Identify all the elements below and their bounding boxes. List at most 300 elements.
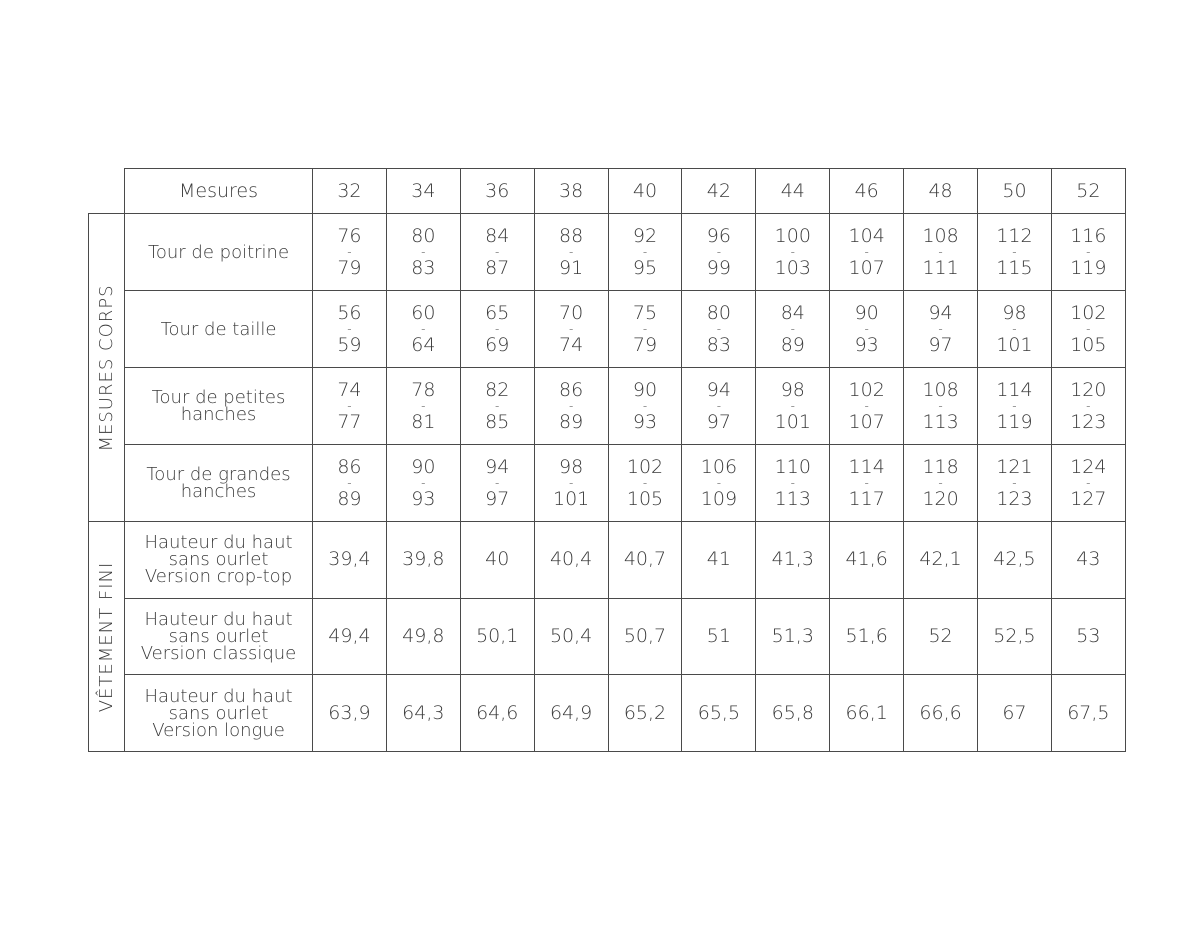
range-separator: - bbox=[1086, 245, 1091, 259]
range-min: 94 bbox=[485, 456, 510, 478]
garment-value-cell: 41,3 bbox=[756, 522, 830, 599]
row-label-line: hanches bbox=[180, 481, 257, 502]
range-value bbox=[535, 379, 608, 433]
range-value bbox=[609, 456, 682, 510]
range-value bbox=[461, 302, 534, 356]
row-label-line: Hauteur du haut bbox=[144, 609, 293, 631]
row-label bbox=[125, 598, 313, 675]
garment-value-cell: 53 bbox=[1051, 598, 1125, 675]
range-min: 90 bbox=[854, 302, 879, 324]
body-measure-row bbox=[89, 368, 1126, 445]
range-value bbox=[313, 456, 386, 510]
range-value bbox=[387, 379, 460, 433]
range-separator: - bbox=[495, 322, 500, 336]
group-label-body-measures bbox=[89, 214, 125, 522]
range-min: 86 bbox=[559, 379, 584, 401]
range-value bbox=[978, 456, 1051, 510]
garment-value-cell: 64,6 bbox=[460, 675, 534, 752]
size-header-cell: 34 bbox=[386, 169, 460, 214]
range-max: 101 bbox=[774, 411, 811, 433]
measure-range-cell bbox=[1051, 368, 1125, 445]
range-value bbox=[904, 456, 977, 510]
empty-corner-cell bbox=[89, 169, 125, 214]
garment-value-cell: 67,5 bbox=[1051, 675, 1125, 752]
measure-range-cell bbox=[756, 291, 830, 368]
measure-range-cell bbox=[756, 368, 830, 445]
range-separator: - bbox=[347, 476, 352, 490]
range-max: 97 bbox=[485, 488, 510, 510]
range-max: 69 bbox=[485, 334, 510, 356]
range-value bbox=[978, 379, 1051, 433]
range-separator: - bbox=[790, 476, 795, 490]
range-separator: - bbox=[790, 399, 795, 413]
range-value bbox=[313, 302, 386, 356]
size-header-cell: 50 bbox=[978, 169, 1052, 214]
range-min: 96 bbox=[706, 225, 731, 247]
garment-measure-row bbox=[89, 598, 1126, 675]
range-min: 56 bbox=[337, 302, 362, 324]
garment-value-cell: 65,5 bbox=[682, 675, 756, 752]
range-separator: - bbox=[421, 245, 426, 259]
range-max: 127 bbox=[1070, 488, 1107, 510]
measure-range-cell bbox=[682, 445, 756, 522]
range-separator: - bbox=[790, 245, 795, 259]
range-max: 117 bbox=[848, 488, 885, 510]
range-value bbox=[609, 302, 682, 356]
range-value bbox=[682, 456, 755, 510]
measure-range-cell bbox=[313, 214, 387, 291]
range-separator: - bbox=[568, 322, 574, 336]
range-min: 120 bbox=[1070, 379, 1107, 401]
range-min: 100 bbox=[774, 225, 811, 247]
measure-range-cell bbox=[1051, 445, 1125, 522]
range-separator: - bbox=[1012, 476, 1017, 490]
range-min: 70 bbox=[559, 302, 584, 324]
measure-range-cell bbox=[756, 214, 830, 291]
range-value bbox=[978, 225, 1051, 279]
measure-range-cell bbox=[1051, 291, 1125, 368]
garment-value-cell: 67 bbox=[978, 675, 1052, 752]
range-min: 112 bbox=[996, 225, 1033, 247]
range-separator: - bbox=[1012, 245, 1017, 259]
range-min: 118 bbox=[922, 456, 959, 478]
range-value bbox=[535, 225, 608, 279]
range-min: 102 bbox=[626, 456, 664, 478]
header-measures-label: Mesures bbox=[125, 169, 313, 214]
body-measure-row bbox=[89, 291, 1126, 368]
range-separator: - bbox=[421, 322, 426, 336]
range-max: 89 bbox=[559, 411, 584, 433]
range-max: 89 bbox=[780, 334, 805, 356]
size-header-cell: 48 bbox=[904, 169, 978, 214]
range-separator: - bbox=[1086, 476, 1091, 490]
measure-range-cell bbox=[682, 291, 756, 368]
row-label-line: Version crop-top bbox=[144, 566, 293, 588]
range-value bbox=[387, 302, 460, 356]
range-min: 104 bbox=[848, 225, 885, 247]
range-separator: - bbox=[1012, 322, 1017, 336]
range-max: 109 bbox=[700, 488, 738, 510]
measure-range-cell bbox=[608, 291, 682, 368]
measure-range-cell bbox=[608, 214, 682, 291]
range-separator: - bbox=[495, 399, 500, 413]
range-min: 80 bbox=[706, 302, 731, 324]
garment-value-cell: 50,7 bbox=[608, 598, 682, 675]
garment-value-cell: 64,3 bbox=[386, 675, 460, 752]
range-value bbox=[682, 225, 755, 279]
range-max: 83 bbox=[706, 334, 731, 356]
range-min: 84 bbox=[485, 225, 510, 247]
range-value bbox=[978, 302, 1051, 356]
range-separator: - bbox=[938, 322, 943, 336]
range-max: 91 bbox=[559, 257, 584, 279]
row-label bbox=[125, 522, 313, 599]
range-value bbox=[1052, 456, 1125, 510]
range-min: 124 bbox=[1070, 456, 1107, 478]
range-max: 107 bbox=[848, 411, 885, 433]
range-max: 123 bbox=[996, 488, 1033, 510]
range-min: 98 bbox=[780, 379, 805, 401]
range-max: 115 bbox=[996, 257, 1033, 279]
row-label-line: sans ourlet bbox=[168, 626, 269, 648]
range-separator: - bbox=[864, 399, 869, 413]
range-value bbox=[535, 456, 608, 510]
range-min: 86 bbox=[337, 456, 362, 478]
range-min: 75 bbox=[632, 302, 658, 324]
row-label-line: Hauteur du haut bbox=[144, 685, 293, 707]
range-separator: - bbox=[347, 322, 352, 336]
range-separator: - bbox=[716, 245, 722, 259]
range-max: 103 bbox=[774, 257, 811, 279]
range-max: 111 bbox=[922, 257, 959, 279]
range-separator: - bbox=[347, 245, 352, 259]
range-separator: - bbox=[642, 245, 648, 259]
garment-value-cell: 65,8 bbox=[756, 675, 830, 752]
measure-range-cell bbox=[534, 291, 608, 368]
range-min: 110 bbox=[774, 456, 811, 478]
range-separator: - bbox=[1012, 399, 1017, 413]
range-separator: - bbox=[938, 476, 943, 490]
range-separator: - bbox=[864, 245, 869, 259]
range-min: 78 bbox=[411, 379, 436, 401]
garment-value-cell: 51,3 bbox=[756, 598, 830, 675]
garment-value-cell: 65,2 bbox=[608, 675, 682, 752]
range-max: 123 bbox=[1070, 411, 1107, 433]
measure-range-cell bbox=[904, 214, 978, 291]
row-label bbox=[125, 214, 313, 291]
range-max: 77 bbox=[337, 411, 362, 433]
measure-range-cell bbox=[313, 368, 387, 445]
garment-value-cell: 52,5 bbox=[978, 598, 1052, 675]
range-separator: - bbox=[938, 245, 943, 259]
range-max: 93 bbox=[411, 488, 436, 510]
measure-range-cell bbox=[460, 214, 534, 291]
garment-value-cell: 41 bbox=[682, 522, 756, 599]
size-header-cell: 42 bbox=[682, 169, 756, 214]
range-separator: - bbox=[1086, 322, 1091, 336]
measure-range-cell bbox=[386, 368, 460, 445]
row-label bbox=[125, 675, 313, 752]
range-min: 94 bbox=[706, 379, 731, 401]
garment-value-cell: 50,4 bbox=[534, 598, 608, 675]
size-chart-body bbox=[89, 169, 1126, 752]
measure-range-cell bbox=[682, 214, 756, 291]
range-separator: - bbox=[642, 476, 648, 490]
range-min: 60 bbox=[411, 302, 436, 324]
row-label-line: Tour de grandes bbox=[146, 464, 291, 485]
garment-value-cell: 63,9 bbox=[313, 675, 387, 752]
range-min: 108 bbox=[922, 225, 959, 247]
size-header-cell: 44 bbox=[756, 169, 830, 214]
measure-range-cell bbox=[978, 291, 1052, 368]
range-max: 95 bbox=[632, 257, 658, 279]
range-max: 74 bbox=[559, 334, 584, 356]
row-label bbox=[125, 445, 313, 522]
group-label-finished-garment bbox=[89, 522, 125, 752]
range-separator: - bbox=[716, 399, 722, 413]
range-separator: - bbox=[568, 399, 574, 413]
garment-value-cell: 39,4 bbox=[313, 522, 387, 599]
range-max: 93 bbox=[632, 411, 658, 433]
garment-value-cell: 41,6 bbox=[830, 522, 904, 599]
row-label-line: Tour de petites bbox=[151, 387, 286, 408]
range-separator: - bbox=[864, 476, 869, 490]
measure-range-cell bbox=[460, 368, 534, 445]
range-min: 106 bbox=[700, 456, 738, 478]
range-min: 98 bbox=[559, 456, 584, 478]
range-min: 90 bbox=[411, 456, 436, 478]
range-min: 108 bbox=[922, 379, 959, 401]
measure-range-cell bbox=[608, 445, 682, 522]
size-header-cell: 32 bbox=[313, 169, 387, 214]
range-max: 101 bbox=[552, 488, 590, 510]
range-value bbox=[387, 456, 460, 510]
garment-value-cell: 51 bbox=[682, 598, 756, 675]
range-separator: - bbox=[347, 399, 352, 413]
measure-range-cell bbox=[830, 368, 904, 445]
range-separator: - bbox=[716, 476, 722, 490]
measure-range-cell bbox=[460, 445, 534, 522]
range-max: 81 bbox=[411, 411, 436, 433]
garment-value-cell: 51,6 bbox=[830, 598, 904, 675]
garment-value-cell: 52 bbox=[904, 598, 978, 675]
range-max: 119 bbox=[996, 411, 1033, 433]
range-max: 79 bbox=[337, 257, 362, 279]
measure-range-cell bbox=[386, 445, 460, 522]
measure-range-cell bbox=[313, 445, 387, 522]
group-label-text: MESURES CORPS bbox=[95, 283, 117, 452]
measure-range-cell bbox=[830, 214, 904, 291]
range-min: 90 bbox=[632, 379, 658, 401]
range-separator: - bbox=[495, 476, 500, 490]
range-value bbox=[756, 379, 829, 433]
range-value bbox=[609, 379, 682, 433]
measure-range-cell bbox=[978, 214, 1052, 291]
range-max: 97 bbox=[928, 334, 953, 356]
range-min: 114 bbox=[996, 379, 1033, 401]
range-value bbox=[682, 379, 755, 433]
range-value bbox=[1052, 225, 1125, 279]
garment-value-cell: 49,4 bbox=[313, 598, 387, 675]
range-separator: - bbox=[421, 476, 426, 490]
range-min: 80 bbox=[411, 225, 436, 247]
range-max: 93 bbox=[854, 334, 879, 356]
measure-range-cell bbox=[830, 291, 904, 368]
range-value bbox=[904, 302, 977, 356]
measure-range-cell bbox=[313, 291, 387, 368]
range-min: 94 bbox=[928, 302, 953, 324]
range-separator: - bbox=[568, 245, 574, 259]
garment-value-cell: 42,1 bbox=[904, 522, 978, 599]
range-max: 99 bbox=[706, 257, 731, 279]
range-value bbox=[830, 456, 903, 510]
row-label bbox=[125, 368, 313, 445]
measure-range-cell bbox=[682, 368, 756, 445]
garment-value-cell: 50,1 bbox=[460, 598, 534, 675]
range-min: 98 bbox=[1002, 302, 1027, 324]
range-value bbox=[461, 456, 534, 510]
range-min: 74 bbox=[337, 379, 362, 401]
garment-value-cell: 43 bbox=[1051, 522, 1125, 599]
range-max: 105 bbox=[1070, 334, 1107, 356]
range-max: 87 bbox=[485, 257, 510, 279]
range-separator: - bbox=[568, 476, 574, 490]
size-header-cell: 36 bbox=[460, 169, 534, 214]
range-value bbox=[756, 302, 829, 356]
range-min: 114 bbox=[848, 456, 885, 478]
garment-measure-row bbox=[89, 522, 1126, 599]
measure-range-cell bbox=[904, 368, 978, 445]
range-value bbox=[756, 456, 829, 510]
row-label-line: Version classique bbox=[140, 643, 297, 665]
body-measure-row bbox=[89, 214, 1126, 291]
range-value bbox=[756, 225, 829, 279]
size-header-cell: 38 bbox=[534, 169, 608, 214]
range-max: 79 bbox=[632, 334, 658, 356]
measure-range-cell bbox=[608, 368, 682, 445]
range-min: 92 bbox=[632, 225, 658, 247]
range-value bbox=[1052, 302, 1125, 356]
garment-value-cell: 42,5 bbox=[978, 522, 1052, 599]
range-min: 76 bbox=[337, 225, 362, 247]
range-value bbox=[904, 225, 977, 279]
row-label-line: Tour de taille bbox=[160, 318, 277, 340]
range-min: 84 bbox=[780, 302, 805, 324]
row-label-line: Version longue bbox=[152, 719, 285, 741]
size-chart-table bbox=[88, 168, 1126, 752]
range-value bbox=[313, 225, 386, 279]
group-label-text: VÊTEMENT FINI bbox=[95, 561, 117, 712]
garment-value-cell: 39,8 bbox=[386, 522, 460, 599]
range-value bbox=[313, 379, 386, 433]
range-separator: - bbox=[495, 245, 500, 259]
measure-range-cell bbox=[386, 291, 460, 368]
garment-value-cell: 64,9 bbox=[534, 675, 608, 752]
measure-range-cell bbox=[534, 445, 608, 522]
garment-value-cell: 40,4 bbox=[534, 522, 608, 599]
garment-value-cell: 49,8 bbox=[386, 598, 460, 675]
row-label-line: Hauteur du haut bbox=[144, 532, 293, 554]
range-max: 105 bbox=[626, 488, 664, 510]
size-header-cell: 40 bbox=[608, 169, 682, 214]
measure-range-cell bbox=[904, 291, 978, 368]
range-max: 113 bbox=[774, 488, 811, 510]
range-value bbox=[904, 379, 977, 433]
range-max: 85 bbox=[485, 411, 510, 433]
range-min: 121 bbox=[996, 456, 1033, 478]
range-separator: - bbox=[864, 322, 869, 336]
range-max: 101 bbox=[996, 334, 1033, 356]
range-value bbox=[830, 225, 903, 279]
row-label-line: Tour de poitrine bbox=[147, 241, 290, 263]
measure-range-cell bbox=[386, 214, 460, 291]
garment-value-cell: 66,6 bbox=[904, 675, 978, 752]
range-min: 102 bbox=[1070, 302, 1107, 324]
measure-range-cell bbox=[978, 445, 1052, 522]
range-max: 120 bbox=[922, 488, 959, 510]
body-measure-row bbox=[89, 445, 1126, 522]
measure-range-cell bbox=[534, 214, 608, 291]
measure-range-cell bbox=[460, 291, 534, 368]
row-label-line: sans ourlet bbox=[168, 702, 269, 724]
garment-measure-row bbox=[89, 675, 1126, 752]
garment-value-cell: 40,7 bbox=[608, 522, 682, 599]
range-value bbox=[609, 225, 682, 279]
range-separator: - bbox=[716, 322, 722, 336]
range-max: 64 bbox=[411, 334, 436, 356]
range-max: 89 bbox=[337, 488, 362, 510]
garment-value-cell: 66,1 bbox=[830, 675, 904, 752]
range-max: 119 bbox=[1070, 257, 1107, 279]
range-max: 107 bbox=[848, 257, 885, 279]
range-value bbox=[461, 225, 534, 279]
range-max: 113 bbox=[922, 411, 959, 433]
row-label bbox=[125, 291, 313, 368]
measure-range-cell bbox=[756, 445, 830, 522]
range-value bbox=[682, 302, 755, 356]
range-separator: - bbox=[642, 399, 648, 413]
measure-range-cell bbox=[904, 445, 978, 522]
range-value bbox=[461, 379, 534, 433]
measure-range-cell bbox=[1051, 214, 1125, 291]
range-value bbox=[387, 225, 460, 279]
range-value bbox=[830, 302, 903, 356]
header-row bbox=[89, 169, 1126, 214]
range-value bbox=[1052, 379, 1125, 433]
row-label-line: sans ourlet bbox=[168, 549, 269, 571]
garment-value-cell: 40 bbox=[460, 522, 534, 599]
range-value bbox=[535, 302, 608, 356]
range-min: 116 bbox=[1070, 225, 1107, 247]
range-min: 65 bbox=[485, 302, 510, 324]
range-separator: - bbox=[1086, 399, 1091, 413]
range-min: 88 bbox=[559, 225, 584, 247]
measure-range-cell bbox=[534, 368, 608, 445]
measure-range-cell bbox=[830, 445, 904, 522]
range-value bbox=[830, 379, 903, 433]
range-min: 82 bbox=[485, 379, 510, 401]
range-separator: - bbox=[790, 322, 795, 336]
range-separator: - bbox=[938, 399, 943, 413]
range-max: 83 bbox=[411, 257, 436, 279]
range-max: 59 bbox=[337, 334, 362, 356]
size-header-cell: 52 bbox=[1051, 169, 1125, 214]
range-max: 97 bbox=[706, 411, 731, 433]
range-separator: - bbox=[642, 322, 648, 336]
size-header-cell: 46 bbox=[830, 169, 904, 214]
row-label-line: hanches bbox=[180, 404, 257, 425]
range-min: 102 bbox=[848, 379, 885, 401]
